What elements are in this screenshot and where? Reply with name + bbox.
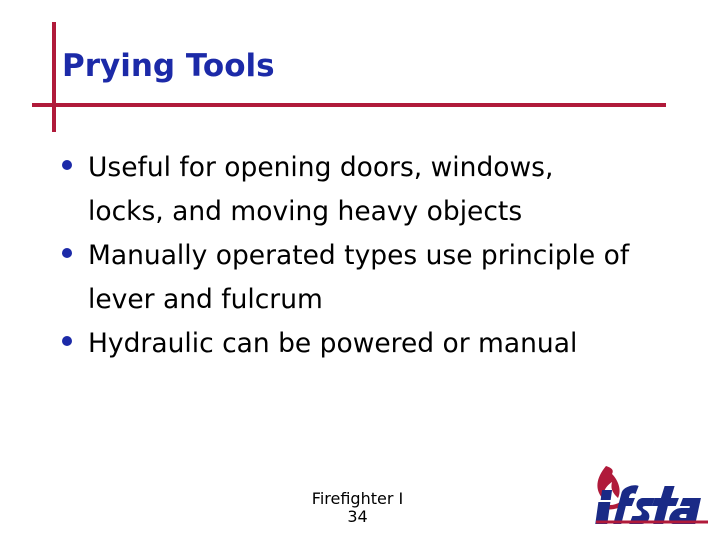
ifsta-logo xyxy=(592,462,710,528)
bullet-line: lever and fulcrum xyxy=(88,284,323,315)
bullet-item xyxy=(62,234,692,322)
slide-title: Prying Tools xyxy=(62,48,275,84)
bullet-line: locks, and moving heavy objects xyxy=(88,196,523,227)
bullet-line: Manually operated types use principle of xyxy=(88,240,630,271)
course-name: Firefighter I xyxy=(311,489,404,508)
bullet-dot-icon xyxy=(62,336,72,346)
bullet-line: Hydraulic can be powered or manual xyxy=(88,328,578,359)
page-number: 34 xyxy=(347,507,368,526)
bullet-line: Useful for opening doors, windows, xyxy=(88,152,554,183)
title-divider-vertical xyxy=(52,22,56,132)
bullet-dot-icon xyxy=(62,248,72,258)
title-divider-horizontal xyxy=(32,103,666,107)
bullet-list xyxy=(62,146,692,366)
slide-footer xyxy=(290,490,425,526)
bullet-dot-icon xyxy=(62,160,72,170)
bullet-item xyxy=(62,146,692,234)
bullet-item xyxy=(62,322,692,366)
